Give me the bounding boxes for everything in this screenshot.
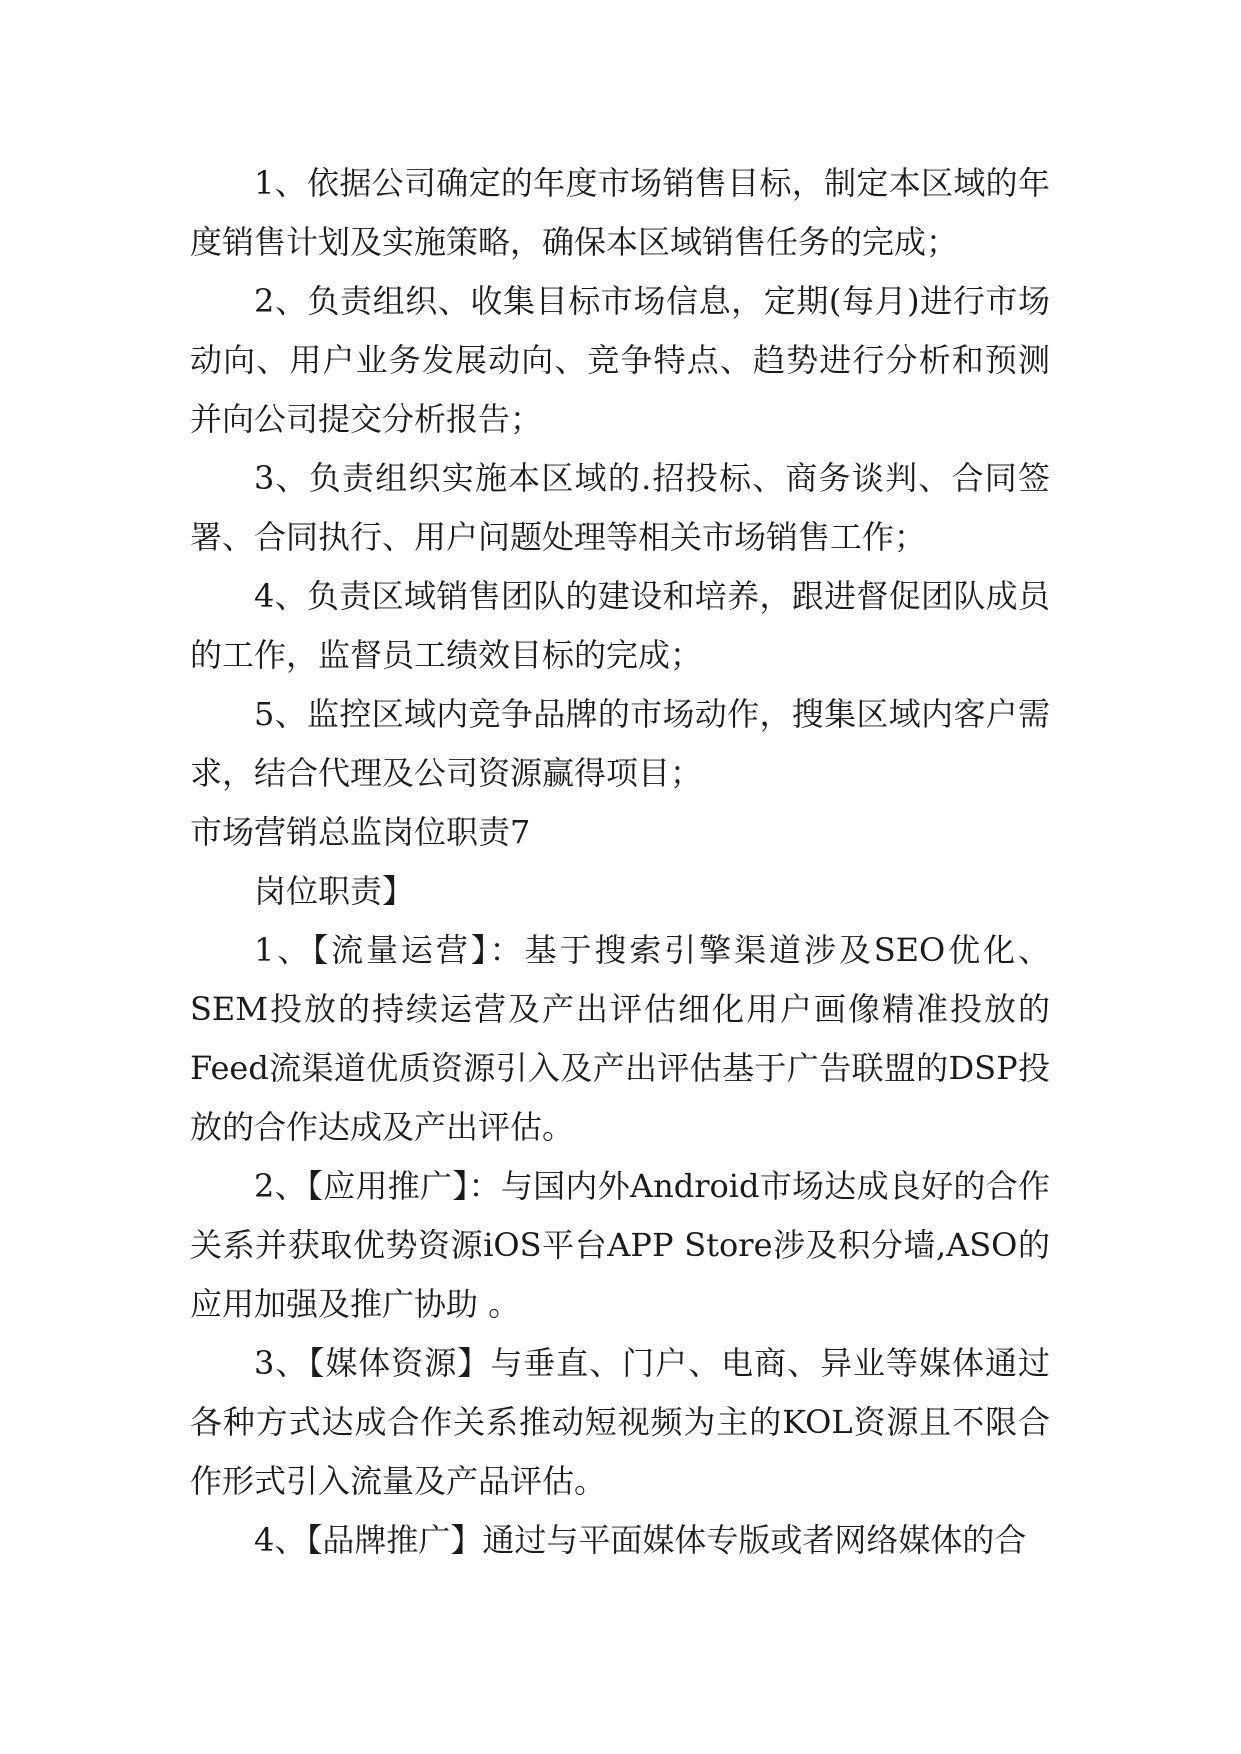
paragraph-6: 1、【流量运营】：基于搜索引擎渠道涉及SEO优化、SEM投放的持续运营及产出评估细化用户画像精准投放的Feed流渠道优质资源引入及产出评估基于广告联盟的DSP投放的合作达成及产出评估。 xyxy=(190,931,1050,1146)
paragraph-5: 5、监控区域内竞争品牌的市场动作，搜集区域内客户需求，结合代理及公司资源赢得项目； xyxy=(190,695,1050,792)
paragraph-9: 4、【品牌推广】通过与平面媒体专版或者网络媒体的合 xyxy=(254,1521,1027,1559)
section-subtitle: 岗位职责】 xyxy=(254,872,415,910)
paragraph-4: 4、负责区域销售团队的建设和培养，跟进督促团队成员的工作，监督员工绩效目标的完成； xyxy=(190,577,1050,674)
paragraph-2: 2、负责组织、收集目标市场信息，定期(每月)进行市场动向、用户业务发展动向、竞争特点、趋势进行分析和预测并向公司提交分析报告； xyxy=(190,282,1050,438)
paragraph-3: 3、负责组织实施本区域的.招投标、商务谈判、合同签署、合同执行、用户问题处理等相关市场销售工作； xyxy=(190,459,1050,556)
section-title: 市场营销总监岗位职责7 xyxy=(190,813,531,851)
paragraph-7: 2、【应用推广】：与国内外Android市场达成良好的合作关系并获取优势资源iOS平台APP Store涉及积分墙,ASO的应用加强及推广协助 。 xyxy=(190,1167,1050,1323)
paragraph-8: 3、【媒体资源】与垂直、门户、电商、异业等媒体通过各种方式达成合作关系推动短视频为主的KOL资源且不限合作形式引入流量及产品评估。 xyxy=(190,1344,1050,1500)
document-body xyxy=(190,154,1050,1570)
paragraph-1: 1、依据公司确定的年度市场销售目标，制定本区域的年度销售计划及实施策略，确保本区域销售任务的完成； xyxy=(190,164,1050,261)
